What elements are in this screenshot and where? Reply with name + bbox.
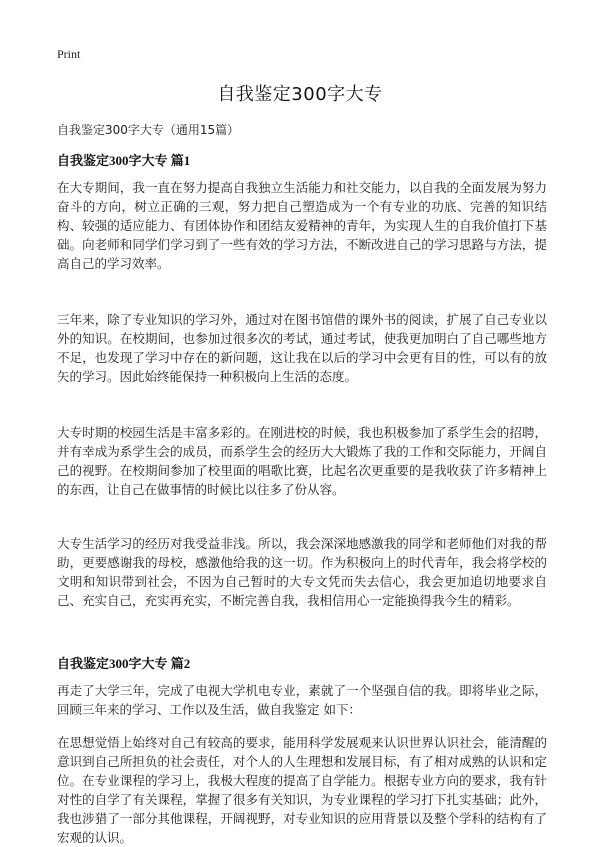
- paragraph: 再走了大学三年，完成了电视大学机电专业，素就了一个坚强自信的我。即将毕业之际，回顾三年来的学习、工作以及生活，做自我鉴定 如下：: [57, 683, 547, 717]
- paragraph: 大专生活学习的经历对我受益非浅。所以，我会深深地感激我的同学和老师他们对我的帮助，更要感谢我的母校，感激他给我的这一切。作为积极向上的时代青年，我会将学校的文明和知识带到社会，不因为自己暂时的大专文凭而失去信心，我会更加追切地要求自己、充实自己，充实再充实，不断完善自我，我相信用心一定能换得我今生的精彩。: [57, 536, 547, 608]
- paragraph: 三年来，除了专业知识的学习外，通过对在图书馆借的课外书的阅读，扩展了自己专业以外的知识。在校期间，也参加过很多次的考试，通过考试，使我更加明白了自己哪些地方不足，也发现了学习中存在的新问题，这让我在以后的学习中会更有目的性，可以有的放矢的学习。因此始终能保持一种积极向上生活的态度。: [57, 312, 547, 384]
- paragraph: 在思想觉悟上始终对自己有较高的要求，能用科学发展观来认识世界认识社会，能清醒的意识到自己所担负的社会责任，对个人的人生理想和发展目标，有了相对成熟的认识和定位。在专业课程的学习上，我极大程度的提高了自学能力。根据专业方向的要求，我有针对性的自学了有关课程，掌握了很多有关知识，为专业课程的学习打下扎实基础；此外，我也涉猎了一部分其他课程，开阔视野，对专业知识的应用背景以及整个学科的结构有了宏观的认识。: [57, 735, 547, 845]
- print-label: Print: [57, 47, 81, 61]
- page-title: 自我鉴定300字大专: [217, 84, 383, 105]
- paragraph: 在大专期间，我一直在努力提高自我独立生活能力和社交能力，以自我的全面发展为努力奋斗的方向，树立正确的三观，努力把自己塑造成为一个有专业的功底、完善的知识结构、较强的适应能力、有团体协作和团结友爱精神的青年，为实现人生的自我价值打下基础。向老师和同学们学习到了一些有效的学习方法，不断改进自己的学习思路与方法，提高自己的学习效率。: [57, 180, 547, 271]
- document-subtitle: 自我鉴定300字大专（通用15篇）: [57, 123, 240, 137]
- section-heading-2: 自我鉴定300字大专 篇2: [57, 656, 191, 671]
- section-heading-1: 自我鉴定300字大专 篇1: [57, 153, 191, 168]
- paragraph: 大专时期的校园生活是丰富多彩的。在刚进校的时候，我也积极参加了系学生会的招聘，并有幸成为系学生会的成员，而系学生会的经历大大锻炼了我的工作和交际能力，开阔自己的视野。在校期间参加了校里面的唱歌比赛，比起名次更重要的是我收获了许多精神上的东西，让自己在做事情的时候比以往多了份从容。: [57, 425, 547, 497]
